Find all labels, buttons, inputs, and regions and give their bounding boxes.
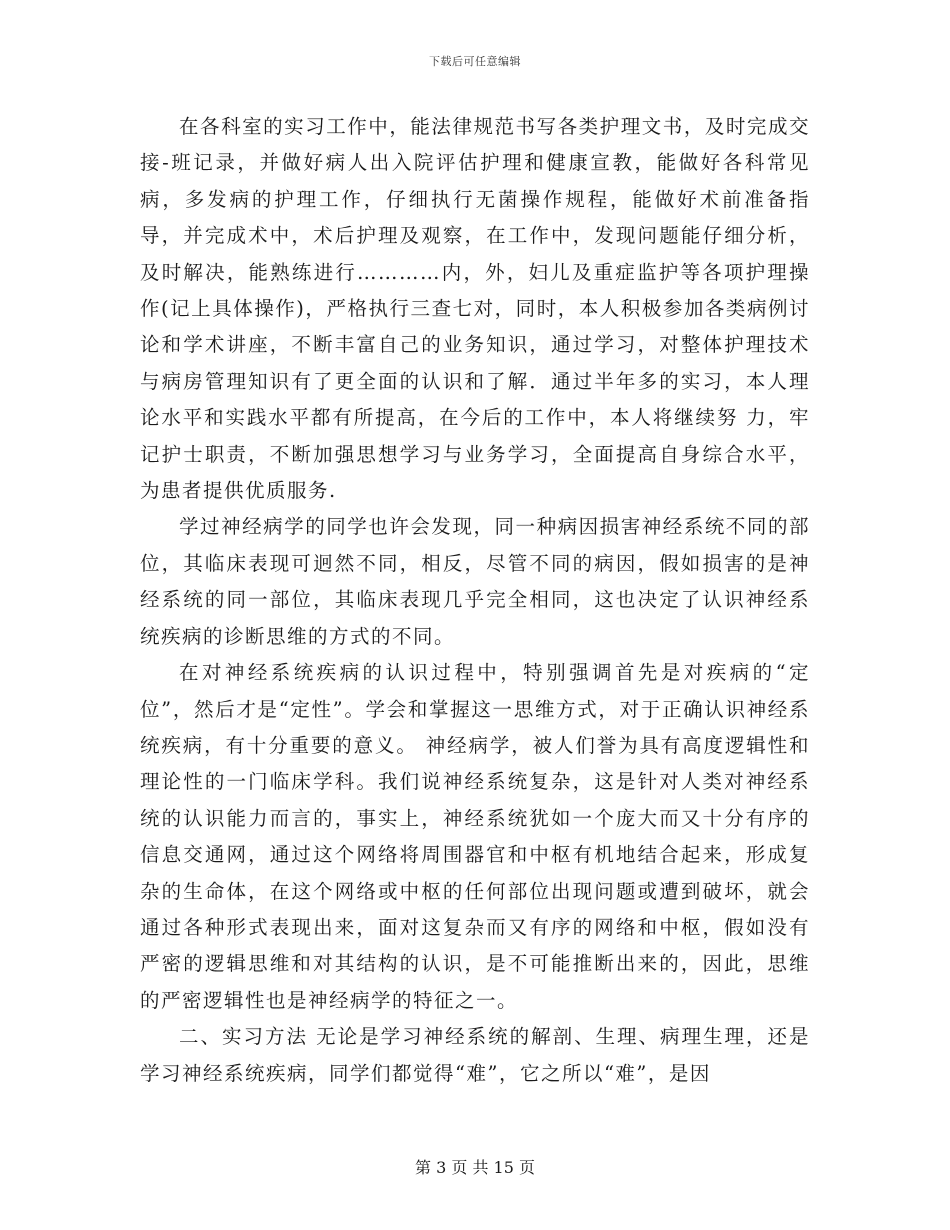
document-body	[140, 109, 810, 1092]
page-header: 下载后可任意编辑	[429, 55, 521, 68]
paragraph-neurology-intro: 学过神经病学的同学也许会发现，同一种病因损害神经系统不同的部位，其临床表现可迥然不同，相反，尽管不同的病因，假如损害的是神经系统的同一部位，其临床表现几乎完全相同，这也决定了认识神经系统疾病的诊断思维的方式的不同。	[140, 515, 810, 648]
paragraph-study-method: 二、实习方法 无论是学习神经系统的解剖、生理、病理生理，还是学习神经系统疾病，同学们都觉得“难”，它之所以“难”，是因	[140, 1025, 810, 1085]
paragraph-internship-work: 在各科室的实习工作中，能法律规范书写各类护理文书，及时完成交接-班记录，并做好病人出入院评估护理和健康宣教，能做好各科常见病，多发病的护理工作，仔细执行无菌操作规程，能做好术前准备指导，并完成术中，术后护理及观察，在工作中，发现问题能仔细分析，及时解决，能熟练进行…………内，外，妇儿及重症监护等各项护理操作(记上具体操作)，严格执行三查七对，同时，本人积极参加各类病例讨论和学术讲座，不断丰富自己的业务知识，通过学习，对整体护理技术与病房管理知识有了更全面的认识和了解．通过半年多的实习，本人理论水平和实践水平都有所提高，在今后的工作中，本人将继续努 力，牢记护士职责，不断加强思想学习与业务学习，全面提高自身综合水平，为患者提供优质服务.	[140, 115, 810, 503]
paragraph-localization: 在对神经系统疾病的认识过程中，特别强调首先是对疾病的“定位”，然后才是“定性”。学会和掌握这一思维方式，对于正确认识神经系统疾病，有十分重要的意义。 神经病学，被人们誉为具有高度逻辑性和理论性的一门临床学科。我们说神经系统复杂，这是针对人类对神经系统的认识能力而言的，事实上，神经系统犹如一个庞大而又十分有序的信息交通网，通过这个网络将周围器官和中枢有机地结合起来，形成复杂的生命体，在这个网络或中枢的任何部位出现问题或遭到破坏，就会通过各种形式表现出来，面对这复杂而又有序的网络和中枢，假如没有严密的逻辑思维和对其结构的认识，是不可能推断出来的，因此，思维的严密逻辑性也是神经病学的特征之一。	[140, 661, 810, 1012]
page-footer: 第 3 页 共 15 页	[415, 1158, 535, 1177]
